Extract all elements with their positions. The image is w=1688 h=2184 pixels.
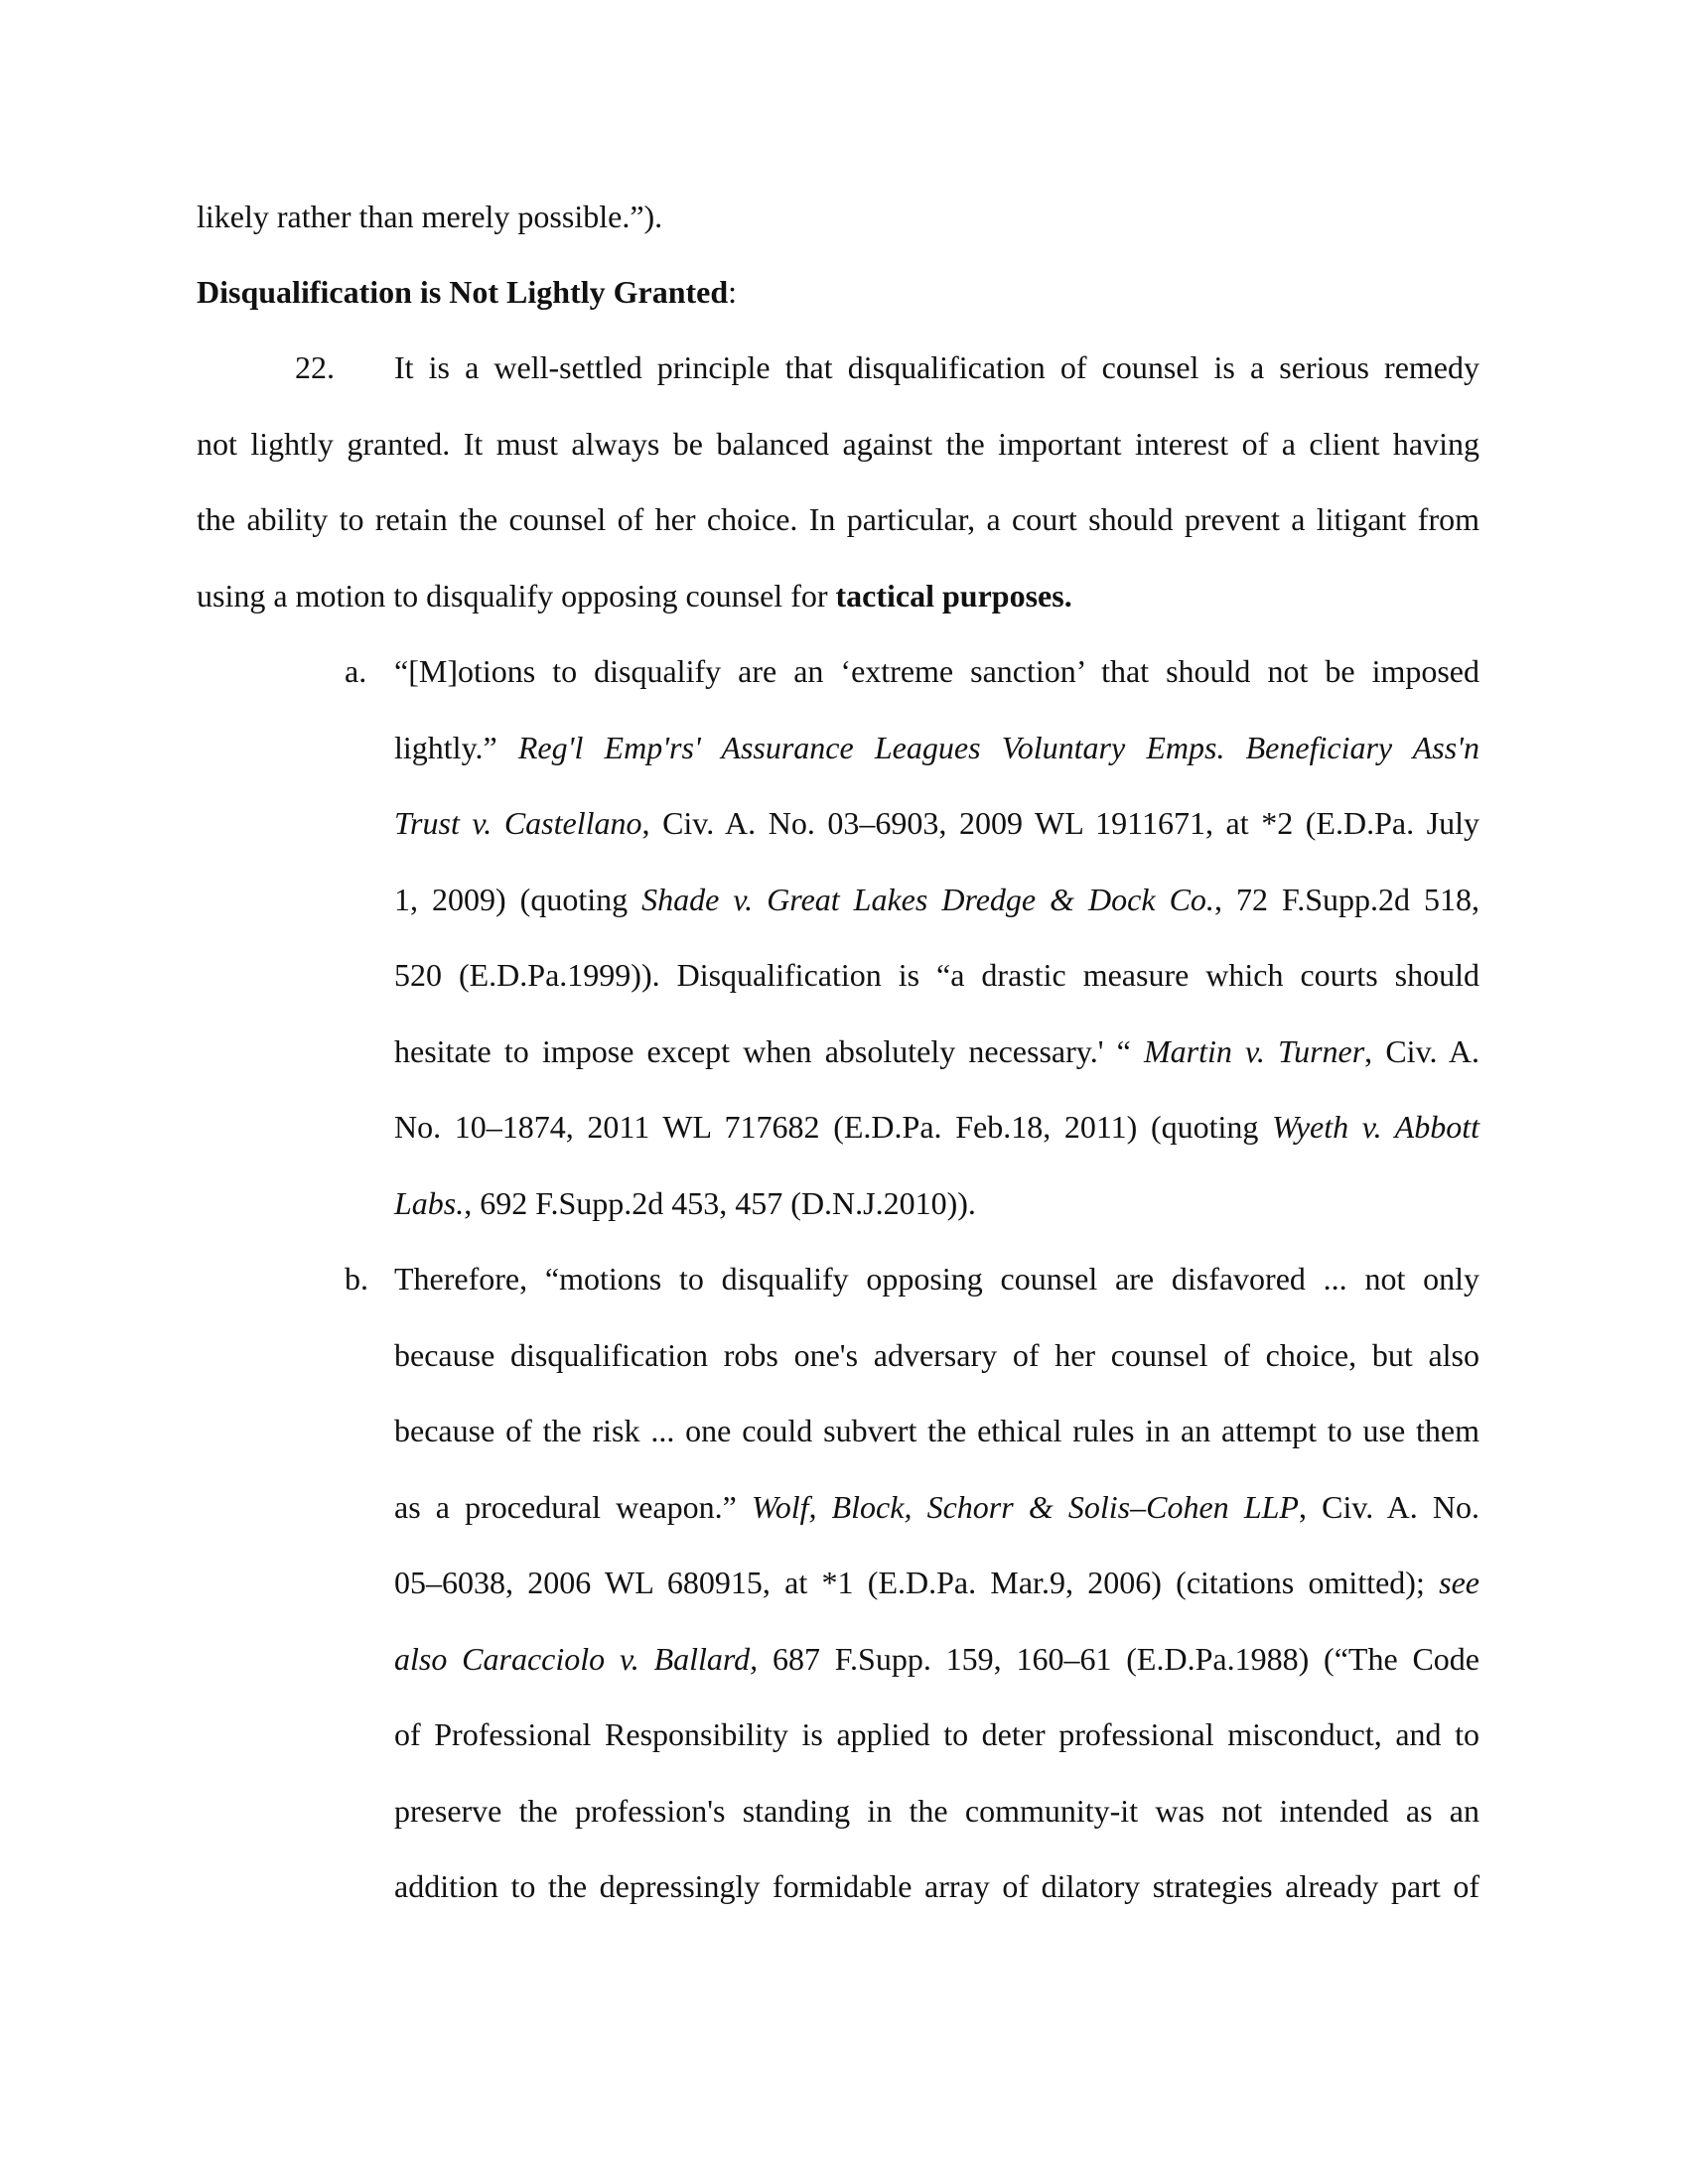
text-run: , Civ. A. No.	[1298, 1489, 1480, 1525]
text-line	[394, 1411, 1479, 1450]
text-run: because of the risk ... one could subvert the ethical rules in an attempt to use them	[394, 1413, 1479, 1448]
text-line	[394, 1714, 1479, 1754]
text-line	[394, 1866, 1479, 1906]
text-run: It is a well-settled principle that disqualification of counsel is a serious remedy	[394, 349, 1479, 385]
text-run: addition to the depressingly formidable array of dilatory strategies already part of	[394, 1868, 1479, 1904]
text-line	[394, 1487, 1479, 1527]
heading-text: Disqualification is Not Lightly Granted	[197, 274, 729, 310]
text-line	[394, 1183, 1479, 1223]
text-line	[394, 651, 1479, 691]
case-name: Labs.	[394, 1185, 465, 1221]
text-run: , Civ. A.	[1364, 1033, 1479, 1069]
text-line	[394, 955, 1479, 995]
case-name: Trust v. Castellano	[394, 805, 642, 841]
text-run: Therefore, “motions to disqualify opposing counsel are disfavored ... not only	[394, 1261, 1479, 1297]
case-name: Wolf, Block, Schorr & Solis–Cohen LLP	[751, 1489, 1299, 1525]
signal-text: see	[1439, 1565, 1479, 1600]
list-marker-text: b.	[345, 1261, 368, 1297]
text-run: using a motion to disqualify opposing counsel for	[197, 578, 836, 614]
paragraph-number	[295, 347, 335, 387]
text-run: hesitate to impose except when absolutely necessary.' “	[394, 1033, 1144, 1069]
text-run: preserve the profession's standing in the community-it was not intended as an	[394, 1793, 1479, 1829]
heading-colon: :	[728, 274, 738, 310]
text-line	[394, 1639, 1479, 1679]
text-line	[394, 880, 1479, 919]
text-line	[394, 803, 1479, 843]
text-run: No. 10–1874, 2011 WL 717682 (E.D.Pa. Feb.18, 2011) (quoting	[394, 1109, 1273, 1145]
case-name: Martin v. Turner	[1143, 1033, 1365, 1069]
text-line	[197, 576, 1479, 615]
list-marker-text: a.	[345, 653, 367, 689]
list-marker	[345, 1259, 368, 1298]
text-line	[197, 197, 1479, 236]
text-run: “[M]otions to disqualify are an ‘extreme sanction’ that should not be imposed	[394, 653, 1479, 689]
list-marker	[345, 651, 366, 691]
text-run: of Professional Responsibility is applied to deter professional misconduct, and to	[394, 1716, 1479, 1752]
text-line	[394, 1107, 1479, 1147]
text-run: , Civ. A. No. 03–6903, 2009 WL 1911671, at *2 (E.D.Pa. July	[641, 805, 1479, 841]
text-run: 05–6038, 2006 WL 680915, at *1 (E.D.Pa. Mar.9, 2006) (citations omitted);	[394, 1565, 1440, 1600]
case-name: Shade v. Great Lakes Dredge & Dock Co.	[641, 882, 1214, 917]
text-run: lightly.”	[394, 730, 518, 765]
text-line	[394, 1563, 1479, 1602]
text-run: not lightly granted. It must always be balanced against the important interest of a client having	[197, 426, 1479, 462]
text-line	[197, 499, 1479, 539]
case-name: also Caracciolo v. Ballard,	[394, 1641, 759, 1677]
text-run: , 72 F.Supp.2d 518,	[1213, 882, 1480, 917]
text-run: as a procedural weapon.”	[394, 1489, 752, 1525]
text-line	[394, 728, 1479, 767]
text-line	[394, 1335, 1479, 1375]
section-heading	[197, 272, 1479, 312]
text-line	[394, 347, 1479, 387]
case-name: Wyeth v. Abbott	[1272, 1109, 1480, 1145]
text-line	[394, 1259, 1479, 1298]
text-line	[394, 1791, 1479, 1831]
text-line	[394, 1031, 1479, 1071]
case-name: Reg'l Emp'rs' Assurance Leagues Voluntary Emps. Beneficiary Ass'n	[517, 730, 1480, 765]
text-run: , 692 F.Supp.2d 453, 457 (D.N.J.2010)).	[464, 1185, 976, 1221]
text-run: the ability to retain the counsel of her choice. In particular, a court should prevent a litigant from	[197, 501, 1479, 537]
bold-text: tactical purposes.	[835, 578, 1072, 614]
text-run: 1, 2009) (quoting	[394, 882, 642, 917]
text-line	[197, 424, 1479, 464]
text-run: 687 F.Supp. 159, 160–61 (E.D.Pa.1988) (“The Code	[758, 1641, 1480, 1677]
text-run: 520 (E.D.Pa.1999)). Disqualification is “a drastic measure which courts should	[394, 957, 1479, 993]
text-run: likely rather than merely possible.”).	[197, 199, 663, 234]
paragraph-number-text: 22.	[295, 349, 335, 385]
text-run: because disqualification robs one's adversary of her counsel of choice, but also	[394, 1337, 1479, 1373]
